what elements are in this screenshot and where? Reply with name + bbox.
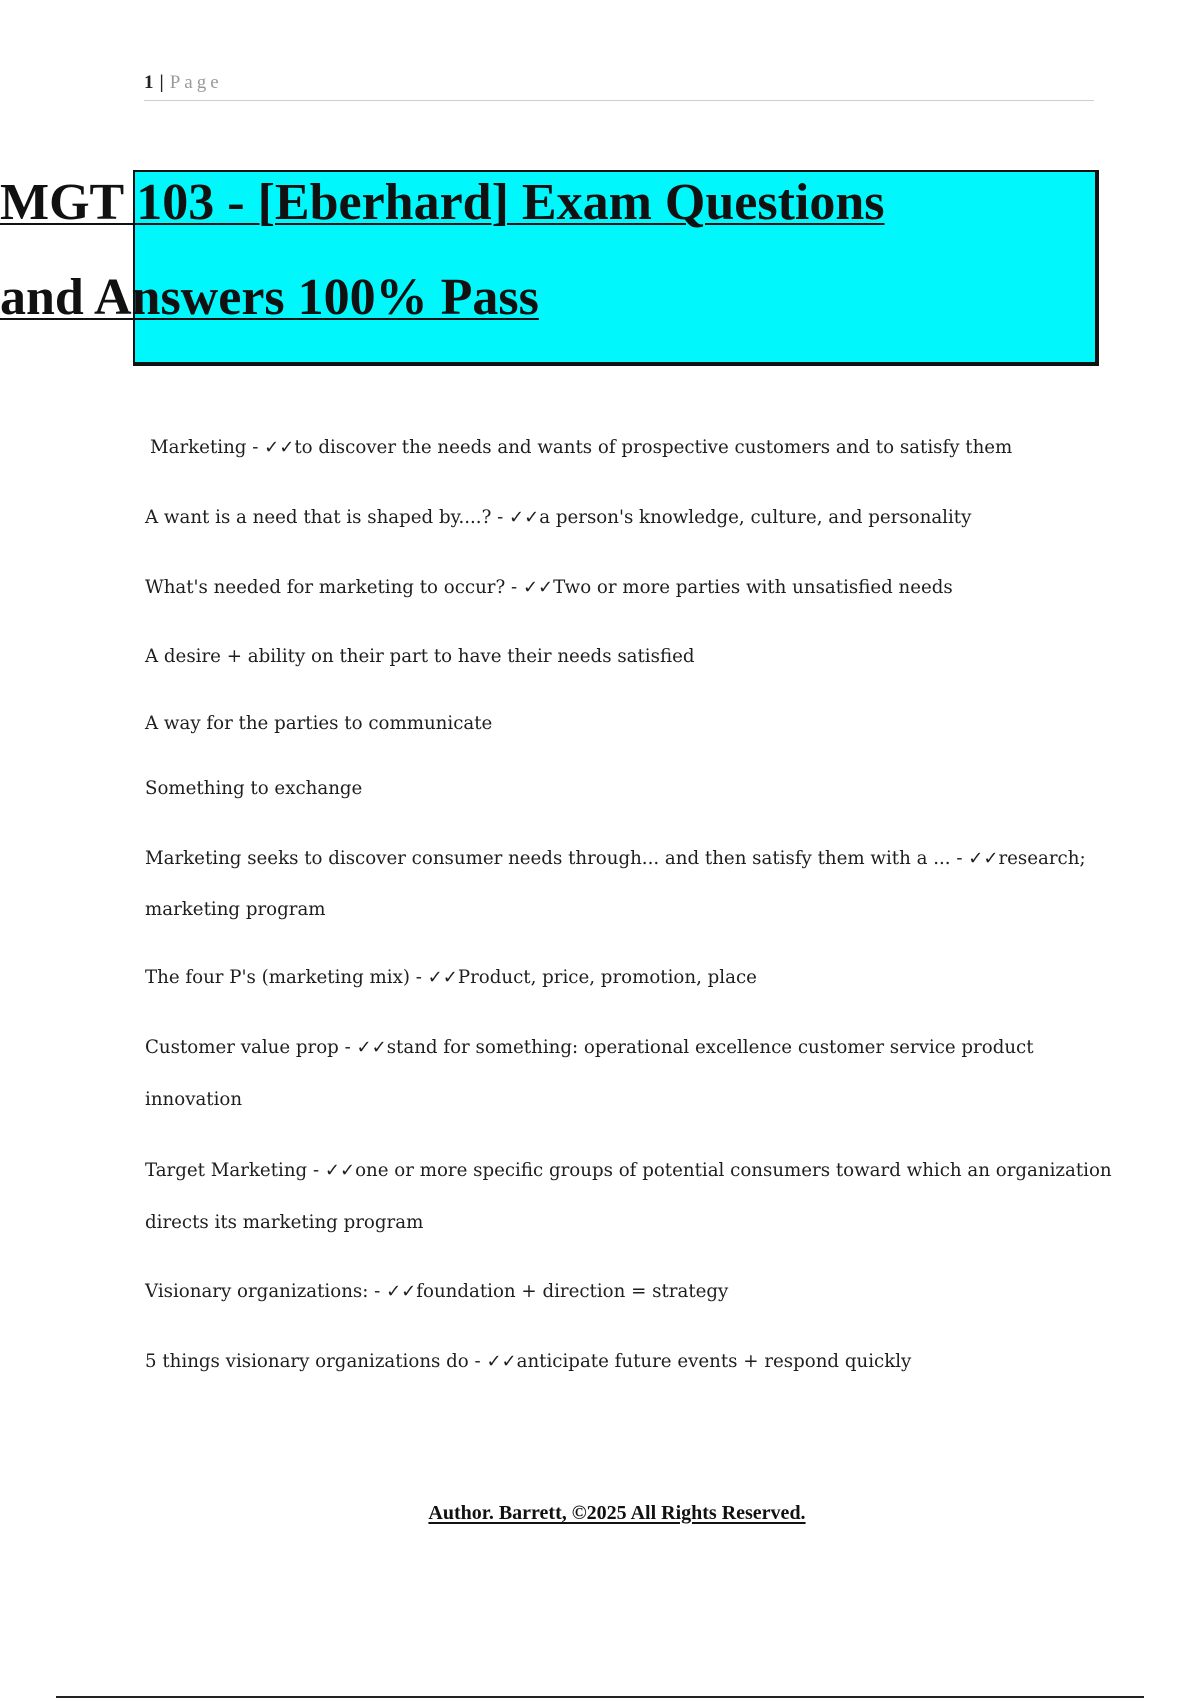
double-check-icon: ✓✓ <box>324 1160 356 1181</box>
qa-answer: to discover the needs and wants of prospective customers and to satisfy them <box>294 437 1013 458</box>
qa-item <box>145 1351 1095 1373</box>
copyright-text: Author. Barrett, ©2025 All Rights Reserved. <box>428 1502 806 1524</box>
qa-line <box>145 778 1095 800</box>
qa-question: 5 things visionary organizations do - <box>145 1351 487 1372</box>
double-check-icon: ✓✓ <box>264 437 295 458</box>
double-check-icon: ✓✓ <box>427 967 458 988</box>
double-check-icon: ✓✓ <box>486 1351 517 1372</box>
qa-line <box>145 646 1095 668</box>
qa-question: Visionary organizations: - <box>145 1281 387 1302</box>
qa-answer: a person's knowledge, culture, and personality <box>539 507 972 528</box>
qa-answer: one or more specific groups of potential consumers toward which an organization <box>355 1160 1112 1181</box>
qa-item <box>145 967 1095 989</box>
qa-answer: stand for something: operational excellence customer service product <box>386 1037 1034 1058</box>
qa-text: innovation <box>145 1089 243 1110</box>
qa-text: directs its marketing program <box>145 1212 424 1233</box>
qa-item <box>150 437 1100 459</box>
qa-text: A way for the parties to communicate <box>145 713 493 734</box>
document-title-line-1: MGT 103 - [Eberhard] Exam Questions <box>0 174 885 231</box>
qa-question: Marketing - <box>150 437 265 458</box>
qa-question: A want is a need that is shaped by....? - <box>145 507 510 528</box>
document-title-line-2: and Answers 100% Pass <box>0 269 539 326</box>
qa-item <box>145 1281 1095 1303</box>
qa-item <box>145 1160 1112 1182</box>
qa-text: marketing program <box>145 899 326 920</box>
qa-line <box>145 899 1095 921</box>
qa-line <box>145 1089 1095 1111</box>
double-check-icon: ✓✓ <box>522 577 554 598</box>
qa-line <box>145 713 1095 735</box>
double-check-icon: ✓✓ <box>509 507 540 528</box>
qa-answer: Two or more parties with unsatisfied needs <box>553 577 953 598</box>
qa-line <box>145 1212 1095 1234</box>
double-check-icon: ✓✓ <box>386 1281 417 1302</box>
qa-item <box>145 1037 1095 1059</box>
qa-question: What's needed for marketing to occur? - <box>145 577 523 598</box>
page-header <box>144 72 1094 101</box>
page-separator: | <box>159 72 164 93</box>
double-check-icon: ✓✓ <box>356 1037 387 1058</box>
qa-text: A desire + ability on their part to have their needs satisfied <box>145 646 695 667</box>
qa-question: Marketing seeks to discover consumer needs through... and then satisfy them with a ... - <box>145 848 969 869</box>
qa-item <box>145 577 1095 599</box>
qa-answer: research; <box>998 848 1086 869</box>
qa-answer: anticipate future events + respond quickly <box>516 1351 912 1372</box>
qa-question: Customer value prop - <box>145 1037 357 1058</box>
qa-question: The four P's (marketing mix) - <box>145 967 428 988</box>
qa-answer: foundation + direction = strategy <box>416 1281 729 1302</box>
copyright-footer <box>0 1502 1200 1525</box>
bottom-divider <box>56 1696 1144 1698</box>
page-label: Page <box>169 72 223 93</box>
qa-question: Target Marketing - <box>145 1160 325 1181</box>
qa-item <box>145 848 1095 870</box>
double-check-icon: ✓✓ <box>968 848 999 869</box>
qa-text: Something to exchange <box>145 778 363 799</box>
qa-answer: Product, price, promotion, place <box>457 967 757 988</box>
page-number: 1 <box>144 72 154 93</box>
qa-item <box>145 507 1095 529</box>
